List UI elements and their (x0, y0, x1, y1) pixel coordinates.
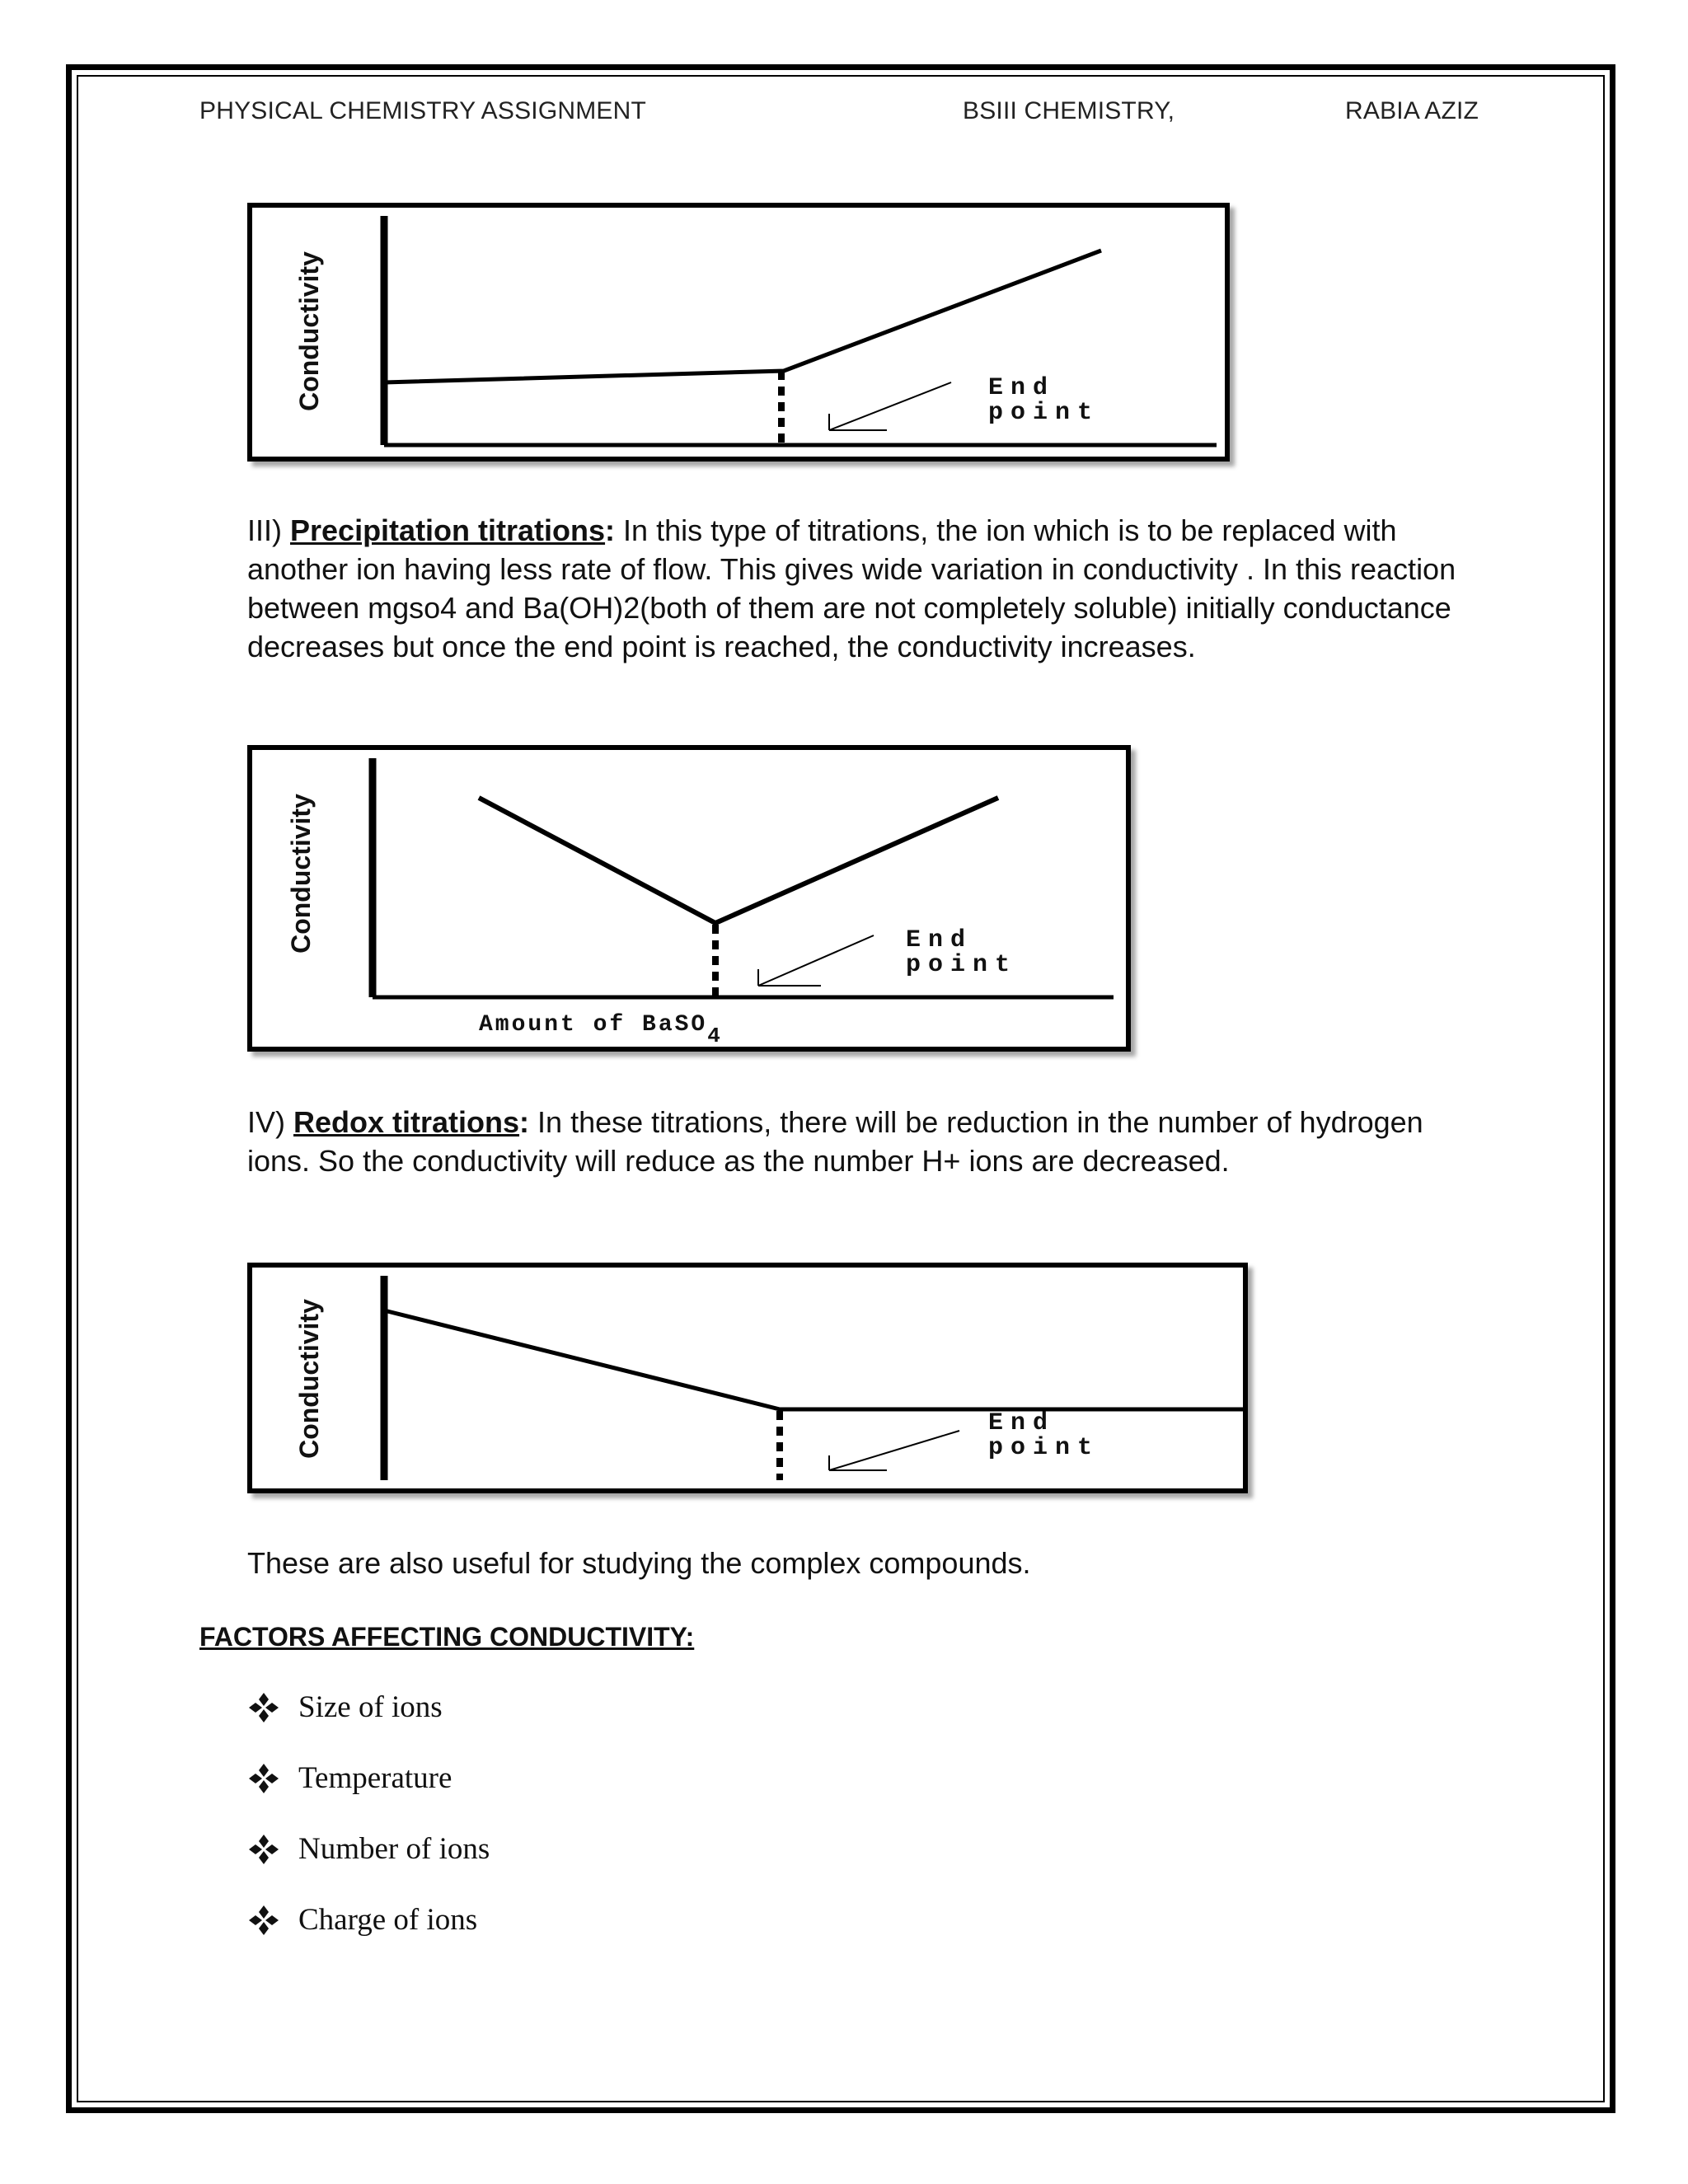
precipitation-heading: Precipitation titrations (290, 513, 606, 547)
graph-1-annotation-point: point (988, 399, 1100, 427)
conductivity-graph-2 (247, 745, 1131, 1052)
factor-label: Size of ions (298, 1690, 443, 1724)
graph-2-annotation-point: point (906, 951, 1018, 979)
redox-paragraph (247, 1103, 1484, 1180)
graph-3-annotation-end: End (988, 1409, 1056, 1437)
redox-numeral: IV) (247, 1105, 294, 1139)
conductivity-graph-3 (247, 1263, 1248, 1493)
graph-3-ylabel: Conductivity (294, 1299, 324, 1459)
graph-2-annotation-end: End (906, 926, 973, 954)
graph-2-ylabel: Conductivity (286, 794, 316, 954)
redox-heading: Redox titrations (293, 1105, 520, 1139)
redox-text: In these titrations, there will be reduction in the number of hydrogen ions. So the conductivity will reduce as the number H+ ions are decreased. (247, 1105, 1423, 1178)
graph-1-pointer-line (829, 382, 951, 430)
precipitation-text: In this type of titrations, the ion which is to be replaced with another ion having less rate of flow. This gives wide variation in conductivity . In this reaction between mgso4 and Ba(OH)2(both of them are not completely soluble) initially conductance decreases but once the end point is reached, the conductivity increases. (247, 513, 1456, 663)
precipitation-paragraph (247, 511, 1484, 666)
graph-2-pointer-line (758, 935, 874, 986)
graph-2-xlabel (479, 1012, 723, 1047)
factor-label: Number of ions (298, 1832, 490, 1866)
graph-2-svg (252, 750, 1126, 1047)
factors-heading: FACTORS AFFECTING CONDUCTIVITY: (199, 1622, 695, 1652)
header-title: PHYSICAL CHEMISTRY ASSIGNMENT (199, 97, 647, 124)
graph-3-svg (252, 1268, 1243, 1488)
graph-3-annotation-point: point (988, 1434, 1100, 1462)
graph-1-svg (252, 208, 1225, 457)
diamond-bullet-icon (247, 1833, 280, 1866)
precipitation-colon: : (605, 513, 616, 547)
header-author: RABIA AZIZ (1345, 97, 1479, 124)
graph-2-xlabel-subscript: 4 (707, 1024, 723, 1047)
factor-item (247, 1831, 490, 1867)
factor-label: Charge of ions (298, 1903, 478, 1937)
redox-colon: : (519, 1105, 530, 1139)
diamond-bullet-icon (247, 1691, 280, 1724)
diamond-bullet-icon (247, 1762, 280, 1795)
precipitation-numeral: III) (247, 513, 290, 547)
graph-2-curve (479, 798, 998, 923)
factor-item (247, 1690, 443, 1725)
graph-1-annotation-end: End (988, 374, 1056, 402)
graph-1-ylabel: Conductivity (294, 251, 324, 411)
factor-item (247, 1760, 452, 1796)
complex-compounds-note: These are also useful for studying the complex compounds. (247, 1546, 1031, 1580)
graph-2-xlabel-text: Amount of BaSO (479, 1012, 708, 1038)
graph-1-curve (384, 251, 1101, 382)
graph-3-pointer-line (829, 1431, 959, 1470)
graph-3-curve (384, 1310, 1243, 1409)
factor-label: Temperature (298, 1761, 452, 1795)
conductivity-graph-1 (247, 203, 1230, 462)
factor-item (247, 1902, 477, 1938)
header-course: BSIII CHEMISTRY, (963, 97, 1175, 124)
diamond-bullet-icon (247, 1904, 280, 1937)
